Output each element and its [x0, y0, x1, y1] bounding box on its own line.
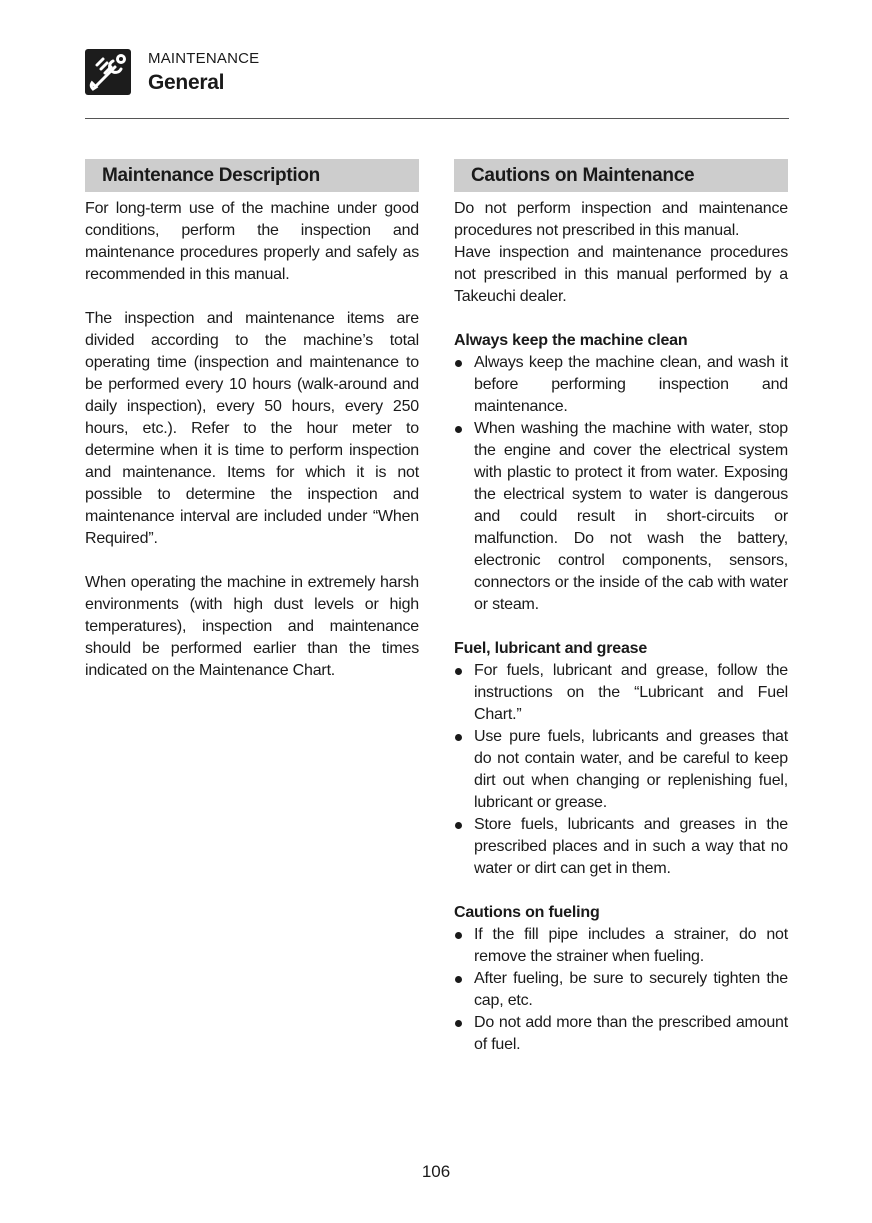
bullet-icon — [455, 360, 462, 367]
subsection-title: Always keep the machine clean — [454, 332, 688, 349]
paragraph: When operating the machine in extremely harsh environments (with high dust levels or high temperatures), inspection and maintenance should be performed earlier than the times indicated on the Maintenance Chart. — [85, 574, 419, 679]
page-header — [85, 46, 789, 120]
bullet-icon — [455, 734, 462, 741]
bullet-icon — [455, 1020, 462, 1027]
list-item: For fuels, lubricant and grease, follow the instructions on the “Lubricant and Fuel Chart.” — [454, 660, 788, 726]
wrench-screwdriver-icon — [85, 49, 131, 95]
bullet-icon — [455, 668, 462, 675]
paragraph: The inspection and maintenance items are divided according to the machine’s total operating time (inspection and maintenance to be performed every 10 hours (walk-around and daily inspection), every 50 hours, every 250 hours, etc.). Refer to the hour meter to determine when it is time to perform inspection and maintenance. Items for which it is not possible to determine the inspection and maintenance interval are included under “When Required”. — [85, 310, 419, 547]
bullet-icon — [455, 932, 462, 939]
list-item: Always keep the machine clean, and wash it before performing inspection and maintenance. — [454, 352, 788, 418]
right-column — [454, 159, 788, 1078]
maintenance-description-heading: Maintenance Description — [85, 159, 419, 192]
subsection-title: Fuel, lubricant and grease — [454, 640, 648, 657]
bullet-list — [454, 924, 788, 1056]
paragraph: For long-term use of the machine under good conditions, perform the inspection and maintenance procedures properly and safely as recommended in this manual. — [85, 200, 419, 283]
cautions-heading: Cautions on Maintenance — [454, 159, 788, 192]
header-divider — [85, 118, 789, 119]
intro-paragraph: Have inspection and maintenance procedures not prescribed in this manual performed by a Takeuchi dealer. — [454, 244, 788, 305]
bullet-icon — [455, 976, 462, 983]
list-item: After fueling, be sure to securely tighten the cap, etc. — [454, 968, 788, 1012]
intro-paragraph: Do not perform inspection and maintenance procedures not prescribed in this manual. — [454, 200, 788, 239]
list-item: Store fuels, lubricants and greases in the prescribed places and in such a way that no water or dirt can get in them. — [454, 814, 788, 880]
left-column — [85, 159, 419, 704]
list-item: Use pure fuels, lubricants and greases that do not contain water, and be careful to keep dirt out when changing or replenishing fuel, lubricant or grease. — [454, 726, 788, 814]
bullet-list — [454, 660, 788, 880]
bullet-icon — [455, 822, 462, 829]
bullet-list — [454, 352, 788, 616]
page-title: General — [148, 71, 225, 94]
subsection-title: Cautions on fueling — [454, 904, 600, 921]
section-label: MAINTENANCE — [148, 50, 260, 67]
list-item: Do not add more than the prescribed amount of fuel. — [454, 1012, 788, 1056]
list-item: When washing the machine with water, stop the engine and cover the electrical system with plastic to protect it from water. Exposing the electrical system to water is dangerous and could result in short-circuits or malfunction. Do not wash the battery, electronic control components, sensors, connectors or the inside of the cab with water or steam. — [454, 418, 788, 616]
list-item: If the fill pipe includes a strainer, do not remove the strainer when fueling. — [454, 924, 788, 968]
bullet-icon — [455, 426, 462, 433]
page-number: 106 — [421, 1162, 451, 1181]
